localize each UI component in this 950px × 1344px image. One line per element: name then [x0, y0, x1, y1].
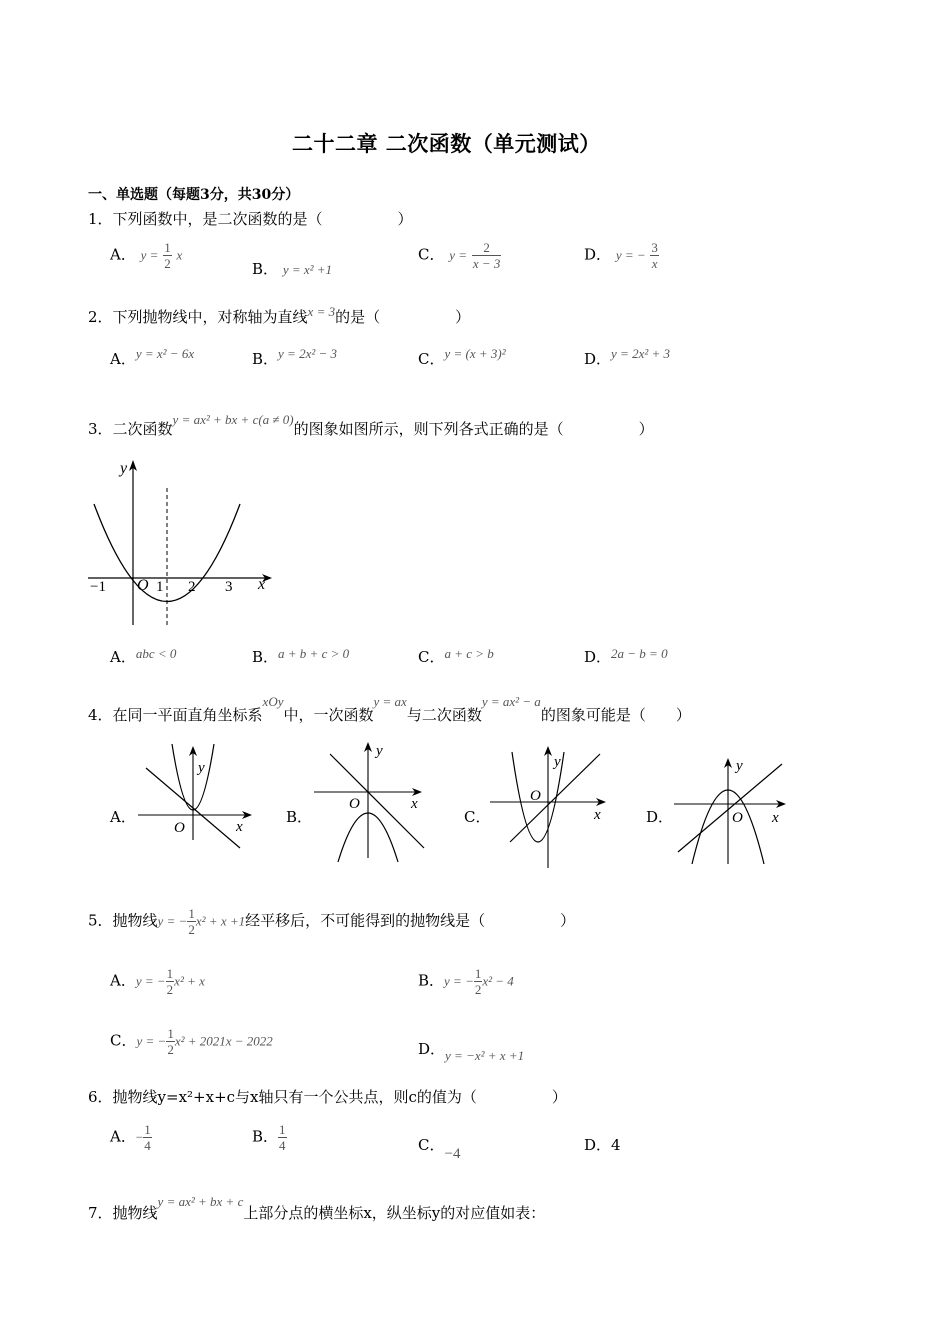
q4-option-c[interactable]: C． — [464, 808, 491, 826]
fraction: $\frac{1}{2}$ — [164, 240, 171, 271]
q3-parabola-graph — [84, 455, 284, 630]
option-label: B． — [252, 260, 279, 278]
q3-option-d[interactable]: D．2a − b = 0 — [584, 646, 668, 666]
section-heading: 一、单选题（每题3分，共30分） — [88, 187, 300, 203]
q5-option-c[interactable]: C．y = − $\frac{1}{2}$ x² + 2021x − 2022 — [110, 1026, 273, 1057]
q1-option-a[interactable]: A． y = $\frac{1}{2}$ x — [110, 240, 183, 271]
fraction: $\frac{2}{x - 3}$ — [472, 240, 501, 271]
q1-option-b[interactable]: B． y = x² +1 — [252, 260, 333, 278]
q5-option-d[interactable]: D．y = −x² + x +1 — [418, 1040, 525, 1063]
q5-option-a[interactable]: A．y = − $\frac{1}{2}$ x² + x — [110, 966, 205, 997]
tick-label: 2 — [188, 579, 196, 595]
q2-stem: 2．下列抛物线中，对称轴为直线x = 3的是（ ） — [88, 304, 471, 326]
q3-option-b[interactable]: B．a + b + c > 0 — [252, 646, 350, 666]
page-title: 二十二章 二次函数（单元测试） — [292, 131, 601, 156]
svg-text:x: x — [594, 807, 601, 823]
svg-text:y: y — [198, 760, 205, 776]
svg-text:O: O — [530, 788, 541, 804]
q2-option-a[interactable]: A．y = x² − 6x — [110, 346, 195, 368]
q4-option-b[interactable]: B． — [286, 808, 313, 826]
q5-option-b[interactable]: B．y = − $\frac{1}{2}$ x² − 4 — [418, 966, 514, 997]
fraction: $\frac{3}{x}$ — [651, 240, 658, 271]
q1-option-d[interactable]: D． y = − $\frac{3}{x}$ — [584, 240, 658, 271]
q4-graph-a — [136, 740, 256, 850]
svg-text:x: x — [772, 810, 779, 826]
q4-option-a[interactable]: A． — [110, 808, 136, 826]
q4-option-d[interactable]: D． — [646, 808, 674, 826]
svg-text:y: y — [554, 754, 561, 770]
svg-text:y: y — [376, 743, 383, 759]
q6-option-a[interactable]: A．− $\frac{1}{4}$ — [110, 1122, 151, 1153]
svg-text:y: y — [736, 758, 743, 774]
tick-label: 1 — [156, 579, 164, 595]
q3-option-c[interactable]: C．a + c > b — [418, 646, 494, 666]
q4-graph-b — [312, 740, 430, 865]
q2-option-d[interactable]: D．y = 2x² + 3 — [584, 346, 671, 368]
option-label: A． — [110, 245, 136, 264]
svg-text:O: O — [349, 796, 360, 812]
q1-stem: 1．下列函数中，是二次函数的是（ ） — [88, 210, 413, 228]
q6-option-b[interactable]: B． $\frac{1}{4}$ — [252, 1122, 286, 1153]
q6-stem: 6．抛物线y=x²+x+c与x轴只有一个公共点，则c的值为（ ） — [88, 1088, 567, 1106]
q4-stem: 4．在同一平面直角坐标系xOy中，一次函数y = ax与二次函数y = ax² − a的图象可能是（ ） — [88, 694, 691, 724]
q3-option-a[interactable]: A．abc < 0 — [110, 646, 177, 666]
axis-label-y: y — [120, 460, 128, 477]
q4-graph-c — [488, 742, 614, 870]
q6-option-d[interactable]: D．4 — [584, 1136, 621, 1154]
tick-label: −1 — [90, 579, 106, 595]
svg-text:O: O — [732, 810, 743, 826]
tick-label: 3 — [225, 579, 233, 595]
q2-option-c[interactable]: C．y = (x + 3)² — [418, 346, 506, 368]
option-label: D． — [584, 245, 612, 264]
q3-stem: 3．二次函数y = ax² + bx + c(a ≠ 0)的图象如图所示，则下列各式正确的是（ ） — [88, 412, 654, 438]
q5-stem: 5．抛物线y = − $\frac{1}{2}$ x² + x +1经平移后，不可能得到的抛物线是（ ） — [88, 906, 576, 937]
svg-text:x: x — [411, 796, 418, 812]
q7-stem: 7．抛物线y = ax² + bx + c上部分点的横坐标x，纵坐标y的对应值如表： — [88, 1194, 546, 1222]
q4-graph-d — [672, 752, 792, 868]
origin-label: O — [137, 577, 149, 594]
axis-label-x: x — [258, 576, 266, 593]
q6-option-c[interactable]: C．−4 — [418, 1136, 461, 1162]
svg-text:x: x — [236, 819, 243, 835]
q1-option-c[interactable]: C． y = $\frac{2}{x - 3}$ — [418, 240, 501, 271]
option-label: C． — [418, 245, 445, 264]
svg-text:O: O — [174, 820, 185, 836]
q2-option-b[interactable]: B．y = 2x² − 3 — [252, 346, 338, 368]
